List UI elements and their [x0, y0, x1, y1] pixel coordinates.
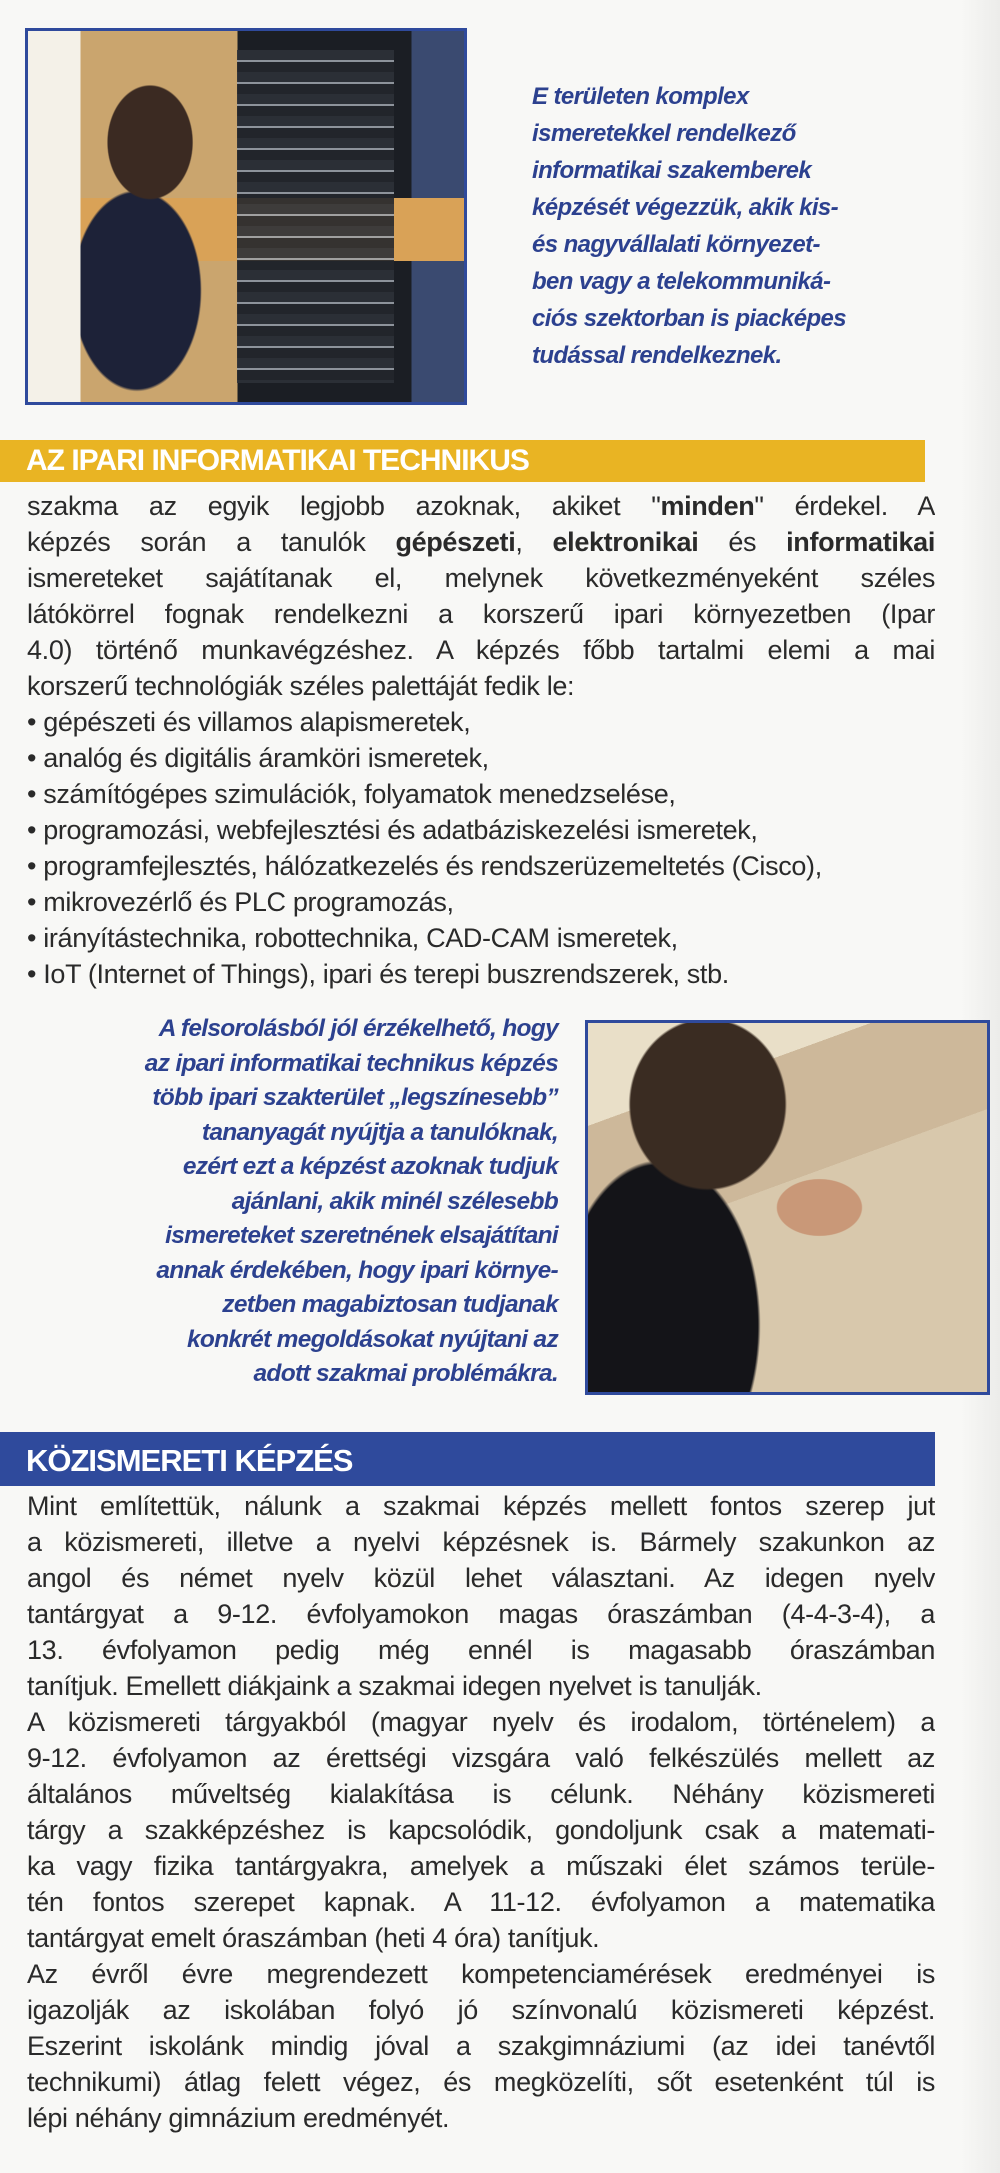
intro-highlight-text [532, 78, 846, 374]
text-segment: • analóg és digitális áramköri ismeretek, [27, 743, 489, 773]
text-segment: és [698, 527, 787, 557]
text-segment: • programozási, webfejlesztési és adatbáziskezelési ismeretek, [27, 815, 758, 845]
bullet-item [27, 812, 935, 848]
text-line [27, 1560, 935, 1596]
text-segment: korszerű technológiák széles palettáját fedik le: [27, 671, 575, 701]
text-line [27, 1488, 935, 1524]
text-line: E területen komplex [532, 83, 749, 110]
text-line: A felsorolásból jól érzékelhető, hogy [158, 1015, 558, 1042]
text-line [27, 1524, 935, 1560]
bullet-item [27, 920, 935, 956]
text-line: és nagyvállalati környezet- [532, 231, 820, 258]
text-segment: tantárgyat a 9-12. évfolyamokon magas óraszámban (4-4-3-4), a [27, 1599, 935, 1629]
bold-keyword: minden [660, 491, 755, 521]
text-line: zetben magabiztosan tudjanak [222, 1291, 558, 1318]
bold-keyword: gépészeti [395, 527, 516, 557]
text-line [27, 596, 935, 632]
text-segment: 13. évfolyamon pedig még ennél is magasabb óraszámban [27, 1635, 935, 1665]
text-segment: 9-12. évfolyamon az érettségi vizsgára való felkészülés mellett az [27, 1743, 935, 1773]
text-line: ismereteket szeretnének elsajátítani [165, 1222, 558, 1249]
text-segment: Eszerint iskolánk mindig jóval a szakgimnáziumi (az idei tanévtől [27, 2031, 935, 2061]
text-line [27, 1740, 935, 1776]
text-line: konkrét megoldásokat nyújtani az [186, 1325, 558, 1353]
text-segment: Az évről évre megrendezett kompetenciamérések eredményei is [27, 1959, 935, 1989]
text-line [27, 632, 935, 668]
text-segment: a közismereti, illetve a nyelvi képzésnek is. Bármely szakunkon az [27, 1527, 935, 1557]
text-segment: • programfejlesztés, hálózatkezelés és rendszerüzemeltetés (Cisco), [27, 851, 822, 881]
text-line [27, 1704, 935, 1740]
photo-student-soldering-electronics [585, 1020, 990, 1395]
text-segment: technikumi) átlag felett végez, és megközelíti, sőt esetenként túl is [27, 2067, 935, 2097]
text-segment: , [515, 527, 553, 557]
text-line [27, 1992, 935, 2028]
text-segment: általános műveltség kialakítása is célunk. Néhány közismereti [27, 1779, 935, 1809]
section-heading-ipari-informatikai-technikus: AZ IPARI INFORMATIKAI TECHNIKUS [0, 440, 925, 482]
section-heading-kozismereti-kepzes: KÖZISMERETI KÉPZÉS [0, 1432, 935, 1486]
text-line [27, 2100, 935, 2136]
text-line [27, 2028, 935, 2064]
text-segment: • IoT (Internet of Things), ipari és terepi buszrendszerek, stb. [27, 959, 729, 989]
bold-keyword: informatikai [786, 527, 935, 557]
text-segment: ismereteket sajátítanak el, melynek következményeként széles [27, 563, 935, 593]
bullet-item [27, 884, 935, 920]
text-segment: 4.0) történő munkavégzéshez. A képzés főbb tartalmi elemi a mai [27, 635, 935, 665]
section-body-kozismereti [27, 1488, 935, 2136]
text-line [27, 560, 935, 596]
text-segment: " érdekel. A [754, 491, 935, 521]
text-line [27, 1596, 935, 1632]
text-segment: • számítógépes szimulációk, folyamatok menedzselése, [27, 779, 676, 809]
bullet-item [27, 776, 935, 812]
text-segment: tén fontos szerepet kapnak. A 11-12. évfolyamon a matematika [27, 1887, 935, 1917]
summary-highlight-text [30, 1012, 558, 1392]
bold-keyword: elektronikai [552, 527, 699, 557]
text-segment: • gépészeti és villamos alapismeretek, [27, 707, 471, 737]
text-line: tudással rendelkeznek. [532, 342, 782, 369]
bullet-item [27, 740, 935, 776]
photo-students-at-server-rack [25, 28, 467, 405]
text-segment: • mikrovezérlő és PLC programozás, [27, 887, 454, 917]
text-line [27, 1920, 935, 1956]
text-line: ben vagy a telekommuniká- [532, 268, 831, 295]
section-body-ipari-informatikai [27, 488, 935, 992]
text-line: több ipari szakterület „legszínesebb” [152, 1084, 558, 1111]
bullet-item [27, 704, 935, 740]
text-line: az ipari informatikai technikus képzés [144, 1049, 558, 1077]
text-line [27, 1956, 935, 1992]
text-line: tananyagát nyújtja a tanulóknak, [201, 1118, 558, 1146]
bullet-item [27, 956, 935, 992]
text-line: ciós szektorban is piacképes [532, 305, 847, 332]
text-segment: szakma az egyik legjobb azoknak, akiket " [27, 491, 661, 521]
text-segment: tanítjuk. Emellett diákjaink a szakmai idegen nyelvet is tanulják. [27, 1671, 762, 1701]
text-segment: látókörrel fognak rendelkezni a korszerű ipari környezetben (Ipar [27, 599, 935, 629]
text-segment: lépi néhány gimnázium eredményét. [27, 2103, 450, 2133]
text-line [27, 1632, 935, 1668]
text-segment: angol és német nyelv közül lehet választani. Az idegen nyelv [27, 1563, 935, 1593]
text-line [27, 1668, 935, 1704]
text-line: ajánlani, akik minél szélesebb [231, 1187, 558, 1215]
text-line [27, 2064, 935, 2100]
text-line: informatikai szakemberek [532, 157, 812, 184]
text-segment: • irányítástechnika, robottechnika, CAD-CAM ismeretek, [27, 923, 678, 953]
text-line: adott szakmai problémákra. [253, 1360, 558, 1387]
text-line: ezért ezt a képzést azoknak tudjuk [182, 1153, 558, 1180]
text-line [27, 1776, 935, 1812]
text-line [27, 488, 935, 524]
text-segment: Mint említettük, nálunk a szakmai képzés mellett fontos szerep jut [27, 1491, 935, 1521]
text-segment: A közismereti tárgyakból (magyar nyelv és irodalom, történelem) a [27, 1707, 935, 1737]
text-segment: tárgy a szakképzéshez is kapcsolódik, gondoljunk csak a matemati- [27, 1815, 935, 1845]
text-line [27, 1884, 935, 1920]
text-line: annak érdekében, hogy ipari környe- [156, 1256, 558, 1284]
text-line [27, 668, 935, 704]
text-segment: tantárgyat emelt óraszámban (heti 4 óra) tanítjuk. [27, 1923, 600, 1953]
network-rack-cables [237, 50, 394, 384]
text-line [27, 1812, 935, 1848]
text-line [27, 524, 935, 560]
text-line: képzését végezzük, akik kis- [532, 194, 839, 221]
text-segment: ka vagy fizika tantárgyakra, amelyek a műszaki élet számos terüle- [27, 1851, 935, 1881]
text-line [27, 1848, 935, 1884]
text-line: ismeretekkel rendelkező [532, 120, 796, 147]
bullet-item [27, 848, 935, 884]
text-segment: képzés során a tanulók [27, 527, 396, 557]
text-segment: igazolják az iskolában folyó jó színvonalú közismereti képzést. [27, 1995, 935, 2025]
